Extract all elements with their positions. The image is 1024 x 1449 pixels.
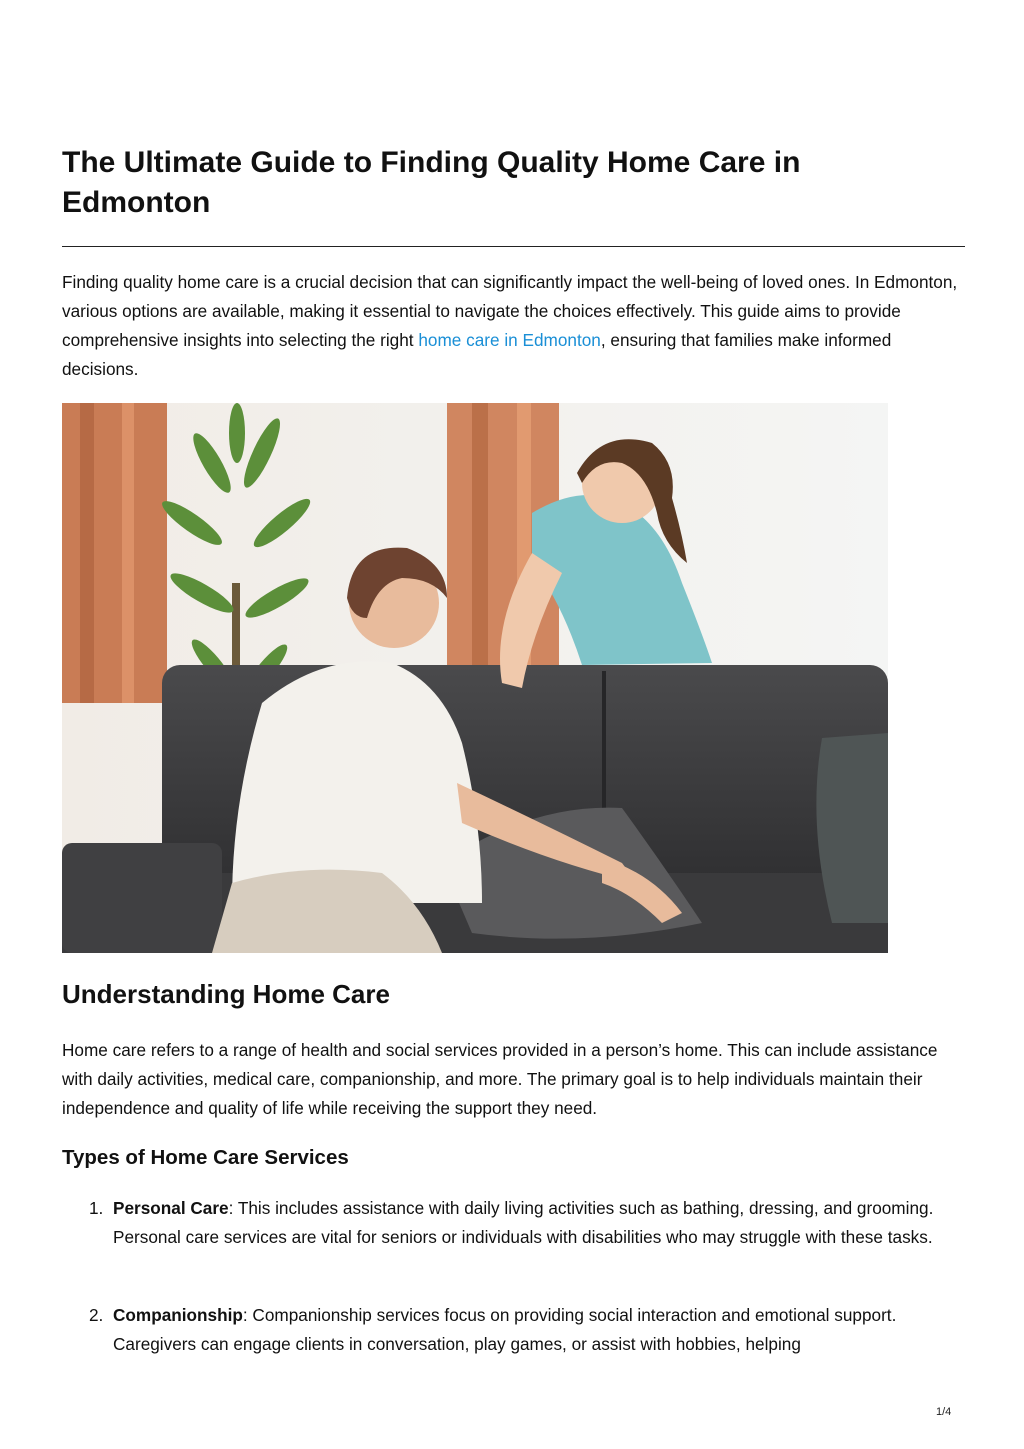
intro-text-after: , ensuring that families make informed decisions.	[62, 330, 892, 379]
list-item-text: : This includes assistance with daily living activities such as bathing, dressing, and grooming. Personal care services are vital for seniors or individuals with disabilities who may struggle with these tasks.	[113, 1198, 934, 1247]
title-divider	[62, 246, 965, 247]
intro-paragraph	[62, 268, 967, 384]
list-item	[89, 1301, 968, 1359]
list-item-term: Companionship	[113, 1305, 243, 1325]
section-paragraph: Home care refers to a range of health and social services provided in a person’s home. This can include assistance with daily activities, medical care, companionship, and more. The primary goal is to help individuals maintain their independence and quality of life while receiving the support they need.	[62, 1040, 938, 1118]
subheading: Types of Home Care Services	[62, 1146, 349, 1169]
caregiver-photo	[62, 403, 888, 953]
list-item-number: 2.	[89, 1305, 104, 1325]
list-item	[89, 1194, 968, 1252]
list-item-text: : Companionship services focus on providing social interaction and emotional support. Caregivers can engage clients in conversation, play games, or assist with hobbies, helping	[113, 1305, 897, 1354]
section-heading: Understanding Home Care	[62, 979, 390, 1009]
page-indicator: 1/4	[936, 1406, 952, 1418]
list-item-term: Personal Care	[113, 1198, 229, 1218]
page-title: The Ultimate Guide to Finding Quality Home Care in Edmonton	[62, 146, 801, 219]
intro-text-before: Finding quality home care is a crucial decision that can significantly impact the well-being of loved ones. In Edmonton, various options are available, making it essential to navigate the choices effectively. This guide aims to provide comprehensive insights into selecting the right	[62, 272, 958, 350]
list-item-number: 1.	[89, 1198, 104, 1218]
home-care-edmonton-link[interactable]: home care in Edmonton	[418, 330, 601, 350]
